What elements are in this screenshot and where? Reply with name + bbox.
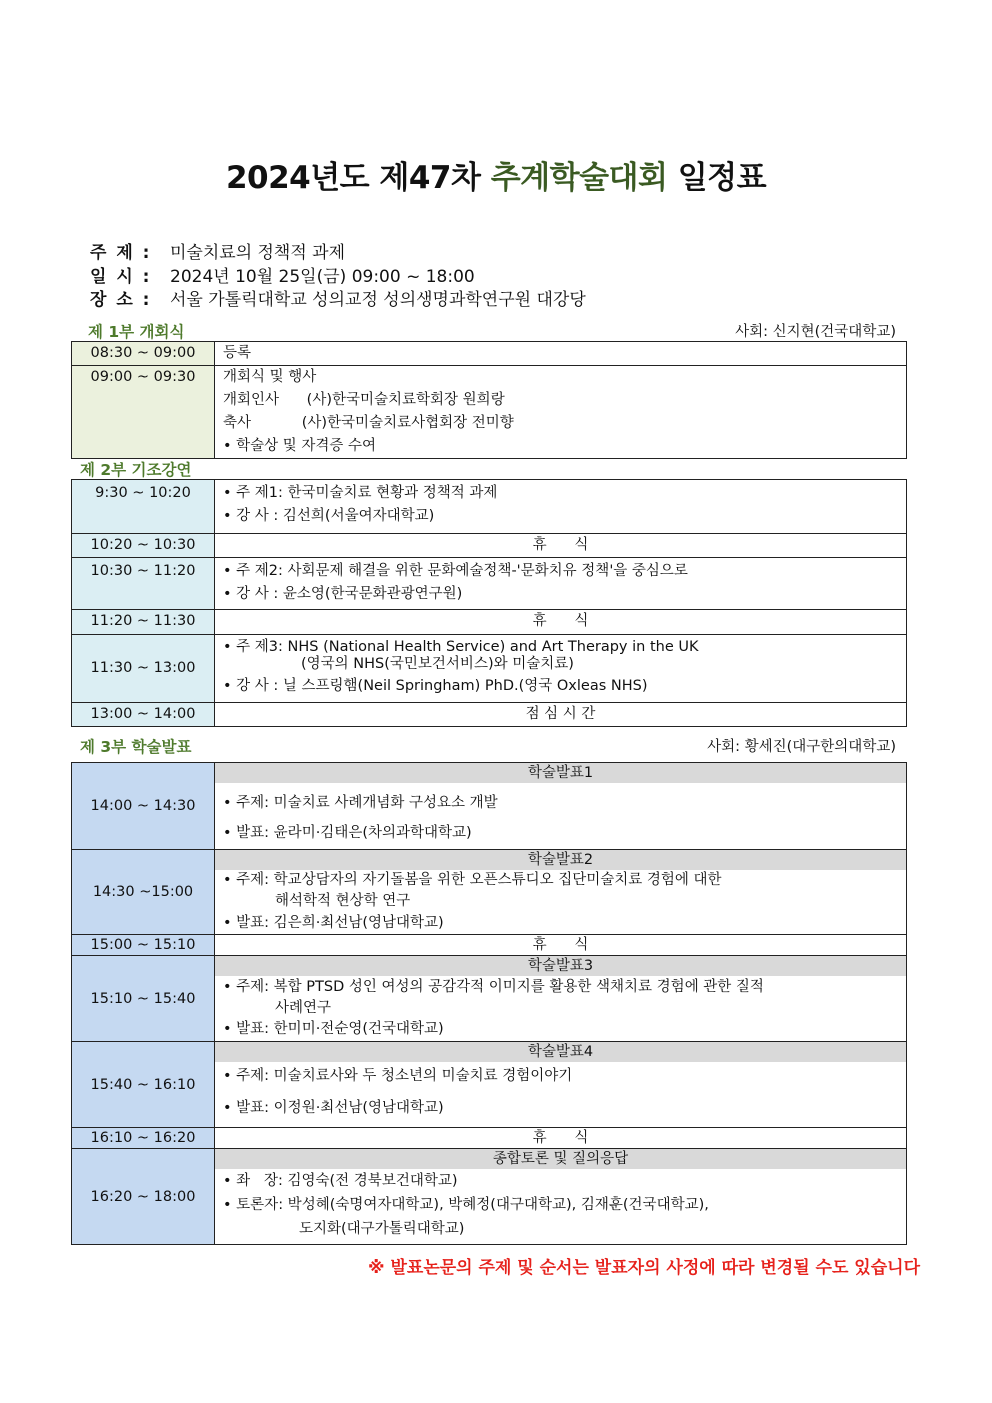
content-line: (영국의 NHS(국민보건서비스)와 미술치료) [301,656,574,672]
part3-table [71,762,907,1245]
table-row [72,703,907,727]
table-row [72,480,907,534]
content-line: • 주제: 미술치료사와 두 청소년의 미술치료 경험이야기 [215,1062,906,1088]
content-line: • 발표: 이정원·최선남(영남대학교) [215,1088,906,1120]
session-header: 학술발표1 [215,763,906,783]
content-cell [215,935,907,956]
break-label: 휴 식 [532,613,589,629]
part2-table [71,479,907,727]
info-key: 일 시 : [90,267,152,287]
time-text: 13:00 ~ 14:00 [90,706,196,722]
time-text: 15:10 ~ 15:40 [90,990,196,1007]
info-datetime [90,262,475,287]
time-cell [72,635,215,703]
time-text: 15:00 ~ 15:10 [90,937,196,953]
time-text: 16:20 ~ 18:00 [90,1188,196,1205]
time-cell [72,480,215,534]
content-line: • 강 사 : 닐 스프링햄(Neil Springham) PhD.(영국 Oxleas NHS) [215,672,906,700]
part1-label: 제 1부 개회식 [88,323,185,341]
break-label: 휴 식 [532,1130,589,1146]
table-row [72,850,907,935]
info-key: 주 제 : [90,243,152,263]
time-cell [72,610,215,635]
time-cell [72,703,215,727]
part3-label: 제 3부 학술발표 [80,738,192,756]
title-suffix: 일정표 [667,160,767,196]
content-line: • 좌 장: 김영숙(전 경북보건대학교) [215,1169,906,1193]
content-line: 해석학적 현상학 연구 [275,893,411,909]
content-cell [215,558,907,610]
content-cell [215,1149,907,1245]
content-cell [215,610,907,635]
content-cell [215,1128,907,1149]
time-cell [72,366,215,459]
table-row [72,935,907,956]
table-row [72,558,907,610]
part3-host: 사회: 황세진(대구한의대학교) [707,739,896,755]
table-row [72,534,907,558]
content-cell [215,850,907,935]
time-cell [72,956,215,1042]
footnote: ※ 발표논문의 주제 및 순서는 발표자의 사정에 따라 변경될 수도 있습니다 [368,1258,920,1278]
table-row [72,342,907,366]
time-text: 15:40 ~ 16:10 [90,1076,196,1093]
table-row [72,1042,907,1128]
time-text: 16:10 ~ 16:20 [90,1130,196,1146]
time-cell [72,1149,215,1245]
title-text: 2024년도 제47차 [225,160,491,196]
content-cell [215,534,907,558]
time-cell [72,763,215,850]
content-line: 등록 [223,345,252,361]
table-row [72,366,907,459]
content-line: • 발표: 한미미·전순영(건국대학교) [215,1018,906,1040]
content-line: • 주제: 미술치료 사례개념화 구성요소 개발 [215,783,906,815]
part2-label: 제 2부 기조강연 [80,461,192,479]
content-line: 개회식 및 행사 [223,369,317,385]
table-row [72,1149,907,1245]
table-row [72,635,907,703]
session-header: 학술발표2 [215,850,906,870]
content-line: 사례연구 [275,1000,332,1016]
content-cell [215,366,907,459]
time-cell [72,850,215,935]
table-row [72,610,907,635]
time-text: 11:20 ~ 11:30 [90,613,196,629]
content-line: • 주 제2: 사회문제 해결을 위한 문화예술정책-'문화치유 정책'을 중심으로 [215,558,906,583]
content-cell [215,956,907,1042]
time-text: 08:30 ~ 09:00 [90,345,196,361]
break-label: 휴 식 [532,537,589,553]
content-cell [215,1042,907,1128]
break-label: 휴 식 [532,937,589,953]
content-cell [215,763,907,850]
part1-table [71,341,907,459]
session-header: 학술발표3 [215,956,906,976]
content-line: 도지화(대구가톨릭대학교) [299,1221,465,1237]
time-text: 14:30 ~15:00 [92,884,194,900]
info-key: 장 소 : [90,290,152,310]
session-header: 학술발표4 [215,1042,906,1062]
time-text: 14:00 ~ 14:30 [90,798,196,814]
info-value: 서울 가톨릭대학교 성의교정 성의생명과학연구원 대강당 [170,290,586,310]
time-cell [72,1128,215,1149]
time-text: 11:30 ~ 13:00 [90,660,196,676]
time-text: 9:30 ~ 10:20 [95,485,191,501]
content-line: • 주제: 복합 PTSD 성인 여성의 공감각적 이미지를 활용한 색채치료 경험에 관한 질적 [215,976,906,998]
time-cell [72,935,215,956]
content-line: 개회인사 (사)한국미술치료학회장 원희랑 [223,392,505,408]
content-line: • 발표: 김은희·최선남(영남대학교) [215,912,906,934]
time-text: 10:30 ~ 11:20 [90,563,196,579]
info-venue [90,285,586,310]
part1-host: 사회: 신지현(건국대학교) [735,324,896,340]
time-cell [72,558,215,610]
info-theme [90,238,345,263]
content-line: • 발표: 윤라미·김태은(차의과학대학교) [215,815,906,845]
info-value: 미술치료의 정책적 과제 [170,243,346,263]
content-line: • 주 제1: 한국미술치료 현황과 정책적 과제 [215,480,906,505]
time-text: 09:00 ~ 09:30 [90,369,196,385]
content-line: • 주제: 학교상담자의 자기돌봄을 위한 오픈스튜디오 집단미술치료 경험에 대한 [215,870,906,891]
time-cell [72,1042,215,1128]
content-cell [215,703,907,727]
info-value: 2024년 10월 25일(금) 09:00 ~ 18:00 [170,267,475,287]
content-cell [215,342,907,366]
content-line: • 학술상 및 자격증 수여 [215,435,906,458]
table-row [72,1128,907,1149]
content-line: • 강 사 : 윤소영(한국문화관광연구원) [215,583,906,606]
content-line: • 주 제3: NHS (National Health Service) and Art Therapy in the UK [215,635,906,656]
table-row [72,763,907,850]
time-text: 10:20 ~ 10:30 [90,537,196,553]
title-highlight: 추계학술대회 [490,160,668,196]
content-line: • 토론자: 박성혜(숙명여자대학교), 박혜정(대구대학교), 김재훈(건국대학교), [215,1193,906,1217]
content-cell [215,635,907,703]
content-cell [215,480,907,534]
content-line: • 강 사 : 김선희(서울여자대학교) [215,505,906,528]
table-row [72,956,907,1042]
content-line: 축사 (사)한국미술치료사협회장 전미향 [223,415,514,431]
lunch-label: 점 심 시 간 [525,706,596,722]
time-cell [72,534,215,558]
page-title [0,152,992,197]
time-cell [72,342,215,366]
session-header: 종합토론 및 질의응답 [215,1149,906,1169]
